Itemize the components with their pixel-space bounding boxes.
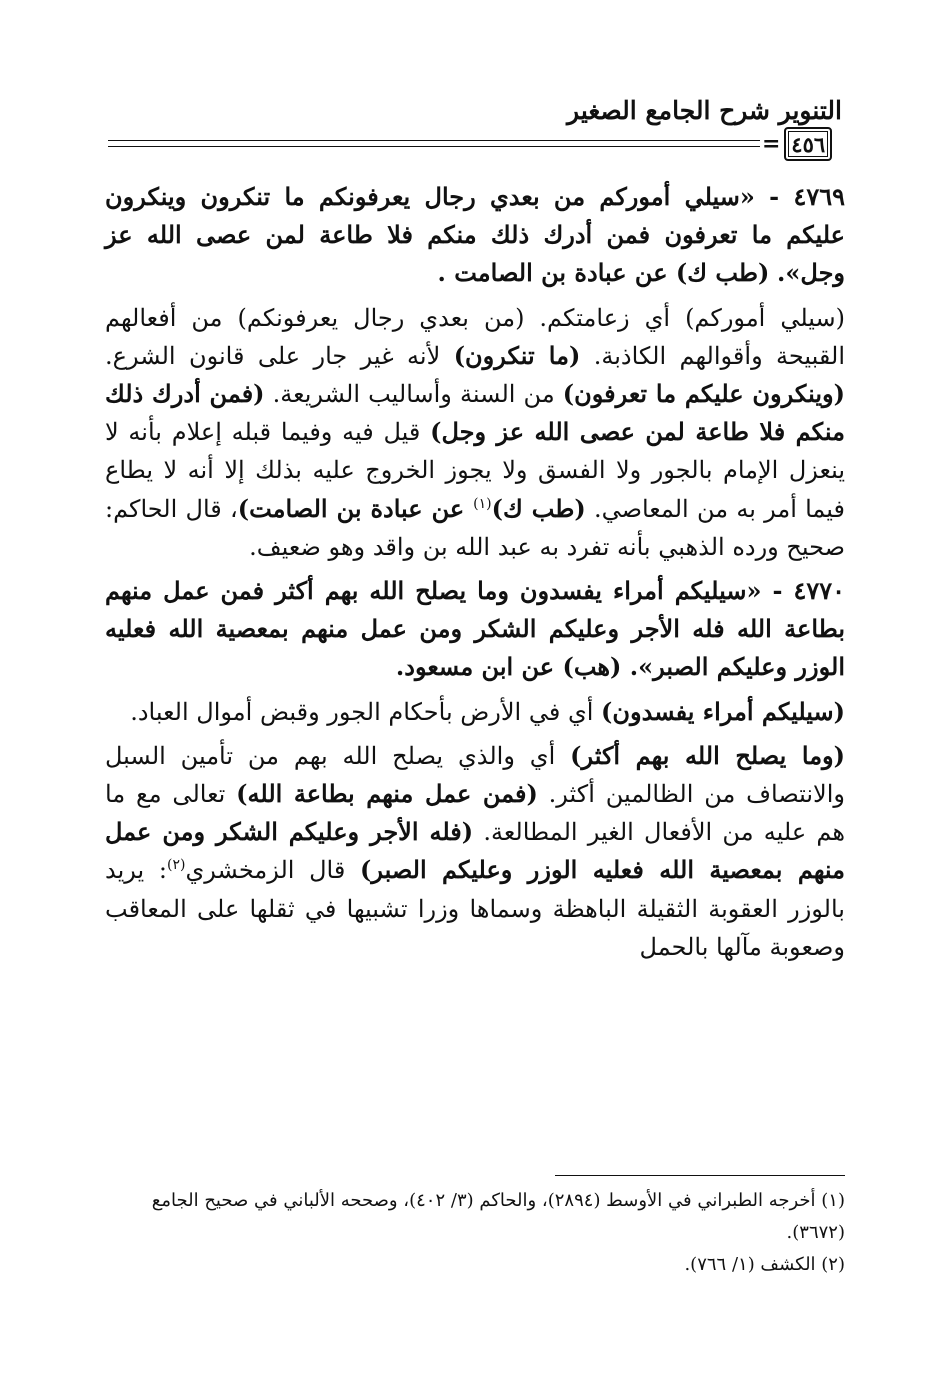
commentary-term: (من بعدي رجال يعرفونكم) bbox=[237, 303, 525, 332]
footnote-2: (٢) الكشف (١/ ٧٦٦). bbox=[684, 1254, 845, 1275]
commentary-text: : يريد بالوزر العقوبة الثقيلة الباهظة وسماها وزرا تشبيها في ثقلها على المعاقب وصعوبة مآلها بالحمل bbox=[105, 856, 845, 961]
hadith-dash: - bbox=[754, 182, 794, 211]
hadith-entry-4769 bbox=[105, 178, 845, 293]
header-rule-top bbox=[108, 140, 760, 141]
commentary-term: (فمن عمل منهم بطاعة الله) bbox=[236, 779, 538, 809]
running-header-title: التنوير شرح الجامع الصغير bbox=[567, 96, 842, 125]
commentary-text: قال الزمخشري bbox=[185, 856, 361, 885]
commentary-text: من أفعالهم القبيحة وأقوالهم الكاذبة. bbox=[105, 303, 846, 370]
commentary-4769 bbox=[105, 299, 845, 566]
hadith-dash: - bbox=[761, 576, 794, 606]
hadith-entry-4770 bbox=[105, 572, 845, 687]
footnote-ref-2[interactable]: (٢) bbox=[166, 857, 186, 874]
commentary-term: (وما يصلح الله بهم أكثر) bbox=[570, 740, 846, 770]
commentary-term: (ما تنكرون) bbox=[453, 340, 581, 370]
hadith-source: (طب ك) عن عبادة بن الصامت . bbox=[437, 258, 770, 288]
commentary-4770-b bbox=[105, 737, 845, 966]
commentary-text: قيل فيه وفيما قبله إعلام بأنه لا ينعزل الإمام بالجور ولا الفسق ولا يجوز الخروج عليه بذلك إلا أنه لا يطاع فيما أمر به من المعاصي. bbox=[105, 418, 846, 523]
commentary-term: (سيلي أموركم) bbox=[685, 303, 845, 332]
commentary-term: (سيليكم أمراء يفسدون) bbox=[601, 696, 845, 726]
main-text bbox=[105, 178, 845, 972]
header-rule-bottom bbox=[108, 146, 760, 147]
hadith-text: «سيليكم أمراء يفسدون وما يصلح الله بهم أكثر فمن عمل منهم بطاعة الله فله الأجر وعليكم الشكر ومن عمل منهم بمعصية الله فعليه الوزر وعليكم الصبر». bbox=[105, 576, 845, 682]
commentary-source: (طب ك) bbox=[491, 493, 586, 523]
commentary-source: عن عبادة بن الصامت) bbox=[237, 493, 474, 523]
commentary-term: (فله الأجر وعليكم الشكر ومن عمل منهم بمعصية الله فعليه الوزر وعليكم الصبر) bbox=[105, 817, 845, 885]
commentary-4770-a bbox=[105, 693, 845, 731]
commentary-text: لأنه غير جار على قانون الشرع. bbox=[105, 341, 454, 370]
hadith-source: (هب) عن ابن مسعود. bbox=[395, 652, 630, 682]
hadith-text: «سيلي أموركم من بعدي رجال يعرفونكم ما تنكرون وينكرون عليكم ما تعرفون فمن أدرك ذلك منكم فلا طاعة لمن عصى الله عز وجل». bbox=[105, 182, 845, 288]
commentary-term: (وينكرون عليكم ما تعرفون) bbox=[562, 379, 845, 409]
footnotes bbox=[105, 1185, 845, 1281]
commentary-text: أي زعامتكم. bbox=[524, 303, 686, 332]
footnote-ref-1[interactable]: (١) bbox=[473, 495, 492, 512]
commentary-text: تعالى مع ما هم عليه من الأفعال الغير المطالعة. bbox=[105, 780, 845, 847]
hadith-number: ٤٧٧٠ bbox=[793, 576, 845, 606]
page-number-dash: = bbox=[762, 131, 781, 157]
page-number-frame bbox=[762, 126, 832, 162]
commentary-text: أي والذي يصلح الله بهم من تأمين السبل والانتصاف من الظالمين أكثر. bbox=[105, 741, 846, 809]
commentary-text: أي في الأرض بأحكام الجور وقبض أموال العباد. bbox=[130, 697, 602, 726]
commentary-term: (فمن أدرك ذلك منكم فلا طاعة لمن عصى الله عز وجل) bbox=[105, 379, 845, 447]
commentary-text: ، قال الحاكم: صحيح ورده الذهبي بأنه تفرد به عبد الله بن واقد وهو ضعيف. bbox=[105, 494, 845, 561]
hadith-number: ٤٧٦٩ bbox=[793, 182, 846, 211]
page-number: ٤٥٦ bbox=[784, 127, 832, 161]
commentary-text: من السنة وأساليب الشريعة. bbox=[264, 380, 563, 409]
footnote-separator bbox=[555, 1175, 845, 1176]
footnote-1: (١) أخرجه الطبراني في الأوسط (٢٨٩٤)، والحاكم (٣/ ٤٠٢)، وصححه الألباني في صحيح الجامع (٣٦٧٢). bbox=[151, 1190, 845, 1243]
